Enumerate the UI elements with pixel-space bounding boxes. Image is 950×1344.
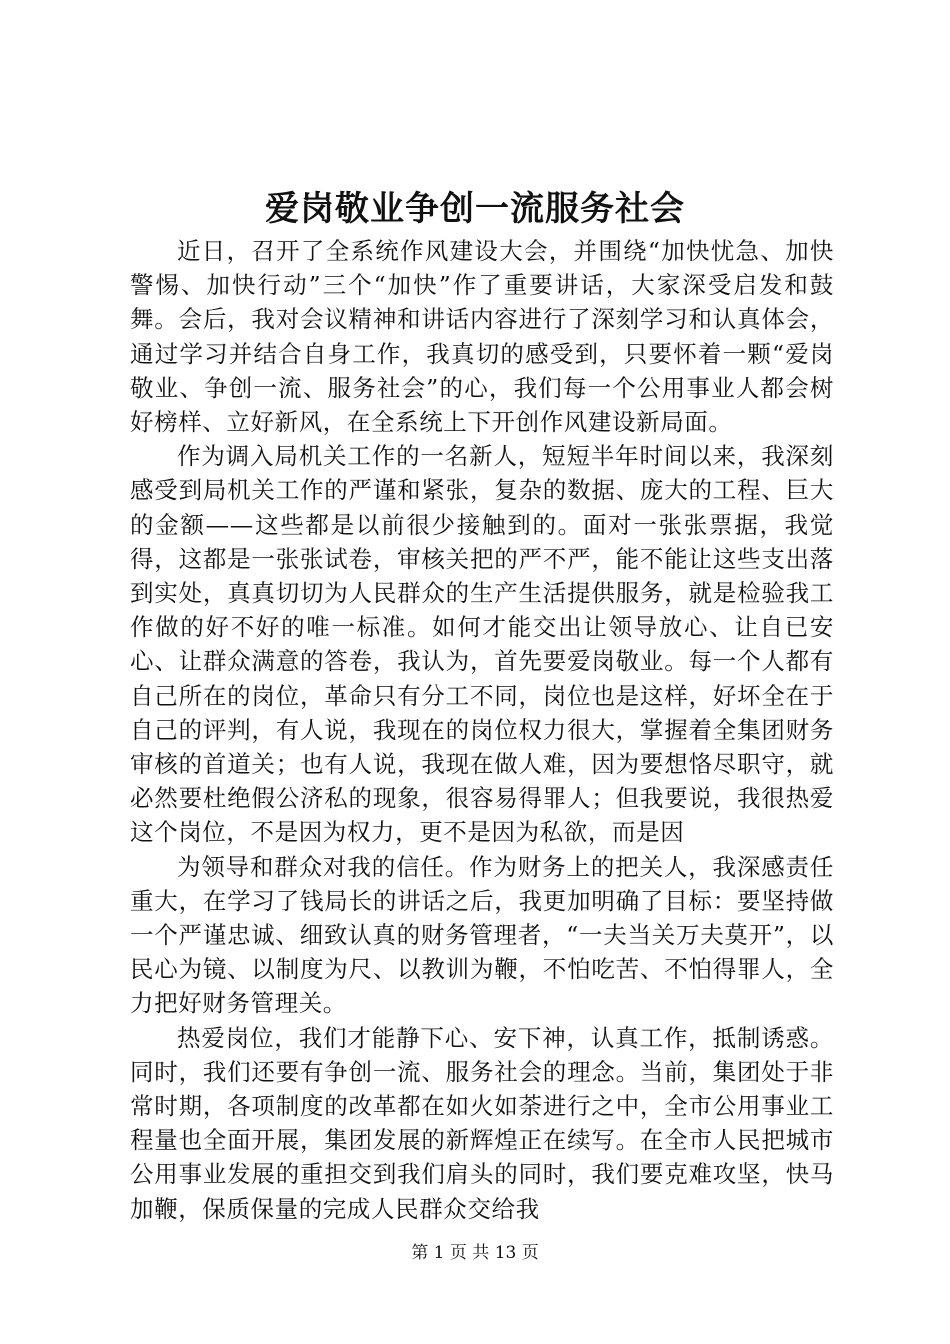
paragraph-4: 热爱岗位，我们才能静下心、安下神，认真工作，抵制诱惑。同时，我们还要有争创一流、服务社会的理念。当前，集团处于非常时期，各项制度的改革都在如火如荼进行之中，全市公用事业工程量也全面开展，集团发展的新辉煌正在续写。在全市人民把城市公用事业发展的重担交到我们肩头的同时，我们要克难攻坚，快马加鞭，保质保量的完成人民群众交给我	[130, 1023, 834, 1223]
paragraph-3: 为领导和群众对我的信任。作为财务上的把关人，我深感责任重大，在学习了钱局长的讲话之后，我更加明确了目标：要坚持做一个严谨忠诚、细致认真的财务管理者，“一夫当关万夫莫开”，以民心为镜、以制度为尺、以教训为鞭，不怕吃苦、不怕得罪人，全力把好财务管理关。	[130, 852, 834, 1018]
document-body	[130, 234, 834, 1226]
page-number-footer: 第 1 页 共 13 页	[411, 1243, 539, 1263]
document-title: 爱岗敬业争创一流服务社会	[265, 189, 685, 229]
paragraph-2: 作为调入局机关工作的一名新人，短短半年时间以来，我深刻感受到局机关工作的严谨和紧张，复杂的数据、庞大的工程、巨大的金额——这些都是以前很少接触到的。面对一张张票据，我觉得，这都是一张张试卷，审核关把的严不严，能不能让这些支出落到实处，真真切切为人民群众的生产生活提供服务，就是检验我工作做的好不好的唯一标准。如何才能交出让领导放心、让自已安心、让群众满意的答卷，我认为，首先要爱岗敬业。每一个人都有自己所在的岗位，革命只有分工不同，岗位也是这样，好坏全在于自己的评判，有人说，我现在的岗位权力很大，掌握着全集团财务审核的首道关；也有人说，我现在做人难，因为要想恪尽职守，就必然要杜绝假公济私的现象，很容易得罪人；但我要说，我很热爱这个岗位，不是因为权力，更不是因为私欲，而是因	[130, 442, 834, 847]
paragraph-1: 近日，召开了全系统作风建设大会，并围绕“加快忧急、加快警惕、加快行动”三个“加快”作了重要讲话，大家深受启发和鼓舞。会后，我对会议精神和讲话内容进行了深刻学习和认真体会，通过学习并结合自身工作，我真切的感受到，只要怀着一颗“爱岗敬业、争创一流、服务社会”的心，我们每一个公用事业人都会树好榜样、立好新风，在全系统上下开创作风建设新局面。	[130, 237, 834, 437]
